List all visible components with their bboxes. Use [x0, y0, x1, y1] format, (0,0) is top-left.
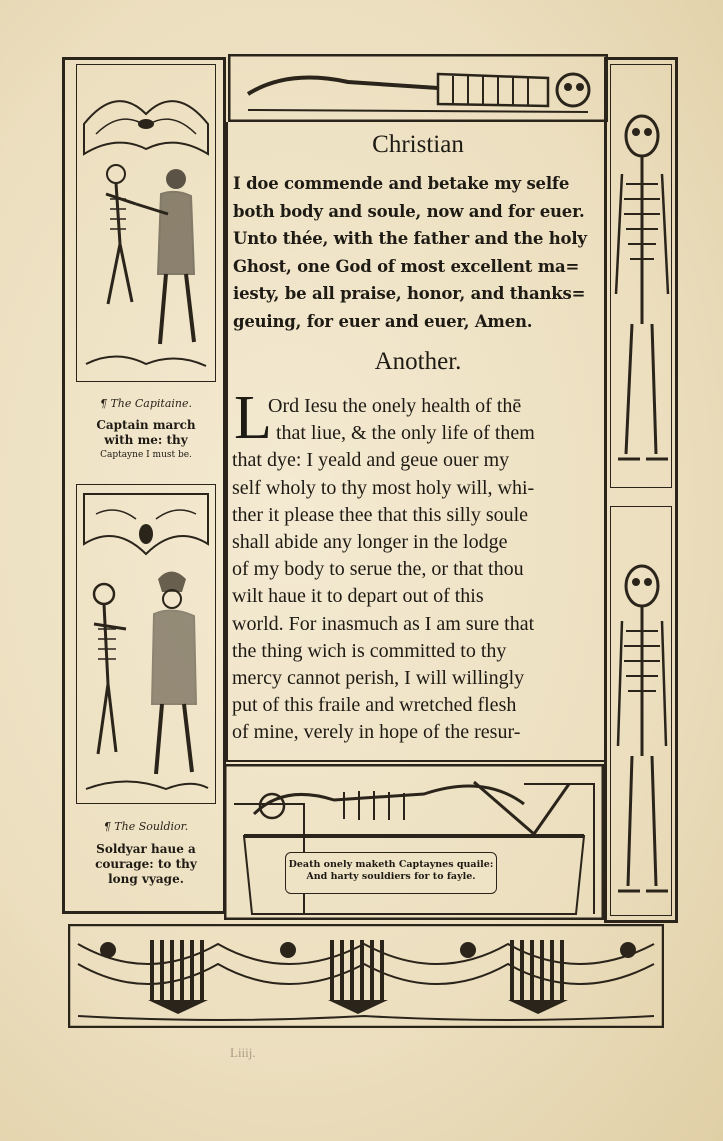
prayer-heading-another: Another.	[374, 348, 462, 375]
text-line: self wholy to thy most holy will, whi-	[232, 476, 535, 499]
soldier-panel-title: ¶ The Souldior.	[103, 820, 189, 833]
text-line: I doe commende and betake my selfe	[233, 174, 570, 193]
text-line: the thing wich is committed to thy	[232, 639, 507, 662]
verse-line: Soldyar haue a	[96, 842, 196, 856]
tomb-woodcut	[224, 764, 604, 920]
tomb-caption	[285, 852, 497, 894]
text-line: wilt haue it to depart out of this	[232, 585, 484, 608]
right-top-skeleton-woodcut	[610, 64, 672, 488]
text-line: geuing, for euer and euer, Amen.	[233, 311, 533, 331]
captain-panel-verse	[76, 418, 216, 463]
verse-line: with me: thy	[104, 433, 188, 447]
prayer-christian-text	[233, 170, 605, 335]
verse-line: long vyage.	[108, 872, 184, 886]
soldier-panel-verse	[76, 842, 216, 887]
text-line: ther it please thee that this silly soule	[232, 503, 529, 526]
top-skeleton-woodcut	[228, 54, 608, 122]
ornamental-bottom-border	[68, 924, 664, 1028]
text-line: that dye: I yeald and geue ouer my	[232, 449, 510, 472]
text-line: world. For inasmuch as I am sure that	[232, 612, 535, 635]
folio-signature: Liiij.	[230, 1045, 256, 1060]
text-line: mercy cannot perish, I will willingly	[232, 667, 525, 690]
verse-line: Captayne I must be.	[100, 450, 192, 460]
text-line: both body and soule, now and for euer.	[233, 201, 585, 221]
text-line: Ghost, one God of most excellent ma=	[233, 256, 580, 276]
text-line: put of this fraile and wretched flesh	[232, 694, 517, 717]
prayer-heading-christian: Christian	[372, 131, 464, 158]
right-bottom-skeleton-woodcut	[610, 506, 672, 916]
text-line: Ord Iesu the onely health of thē	[268, 395, 522, 417]
text-line: Unto thée, with the father and the holy	[233, 229, 587, 248]
captain-panel-title: ¶ The Capitaine.	[99, 397, 193, 410]
drop-cap: L	[234, 384, 272, 452]
caption-line: Death onely maketh Captaynes quaile:	[288, 859, 494, 870]
verse-line: courage: to thy	[95, 857, 197, 871]
text-line: shall abide any longer in the lodge	[232, 531, 508, 554]
verse-line: Captain march	[96, 418, 196, 432]
text-line: of my body to serue the, or that thou	[232, 558, 524, 581]
caption-line: And harty souldiers for to fayle.	[306, 871, 476, 882]
captain-woodcut	[76, 64, 216, 382]
text-line: iesty, be all praise, honor, and thanks=	[233, 284, 586, 303]
soldier-woodcut	[76, 484, 216, 804]
text-line: that liue, & the only life of them	[276, 422, 535, 445]
text-line: of mine, verely in hope of the resur-	[232, 721, 521, 744]
prayer-another-text	[232, 384, 604, 747]
